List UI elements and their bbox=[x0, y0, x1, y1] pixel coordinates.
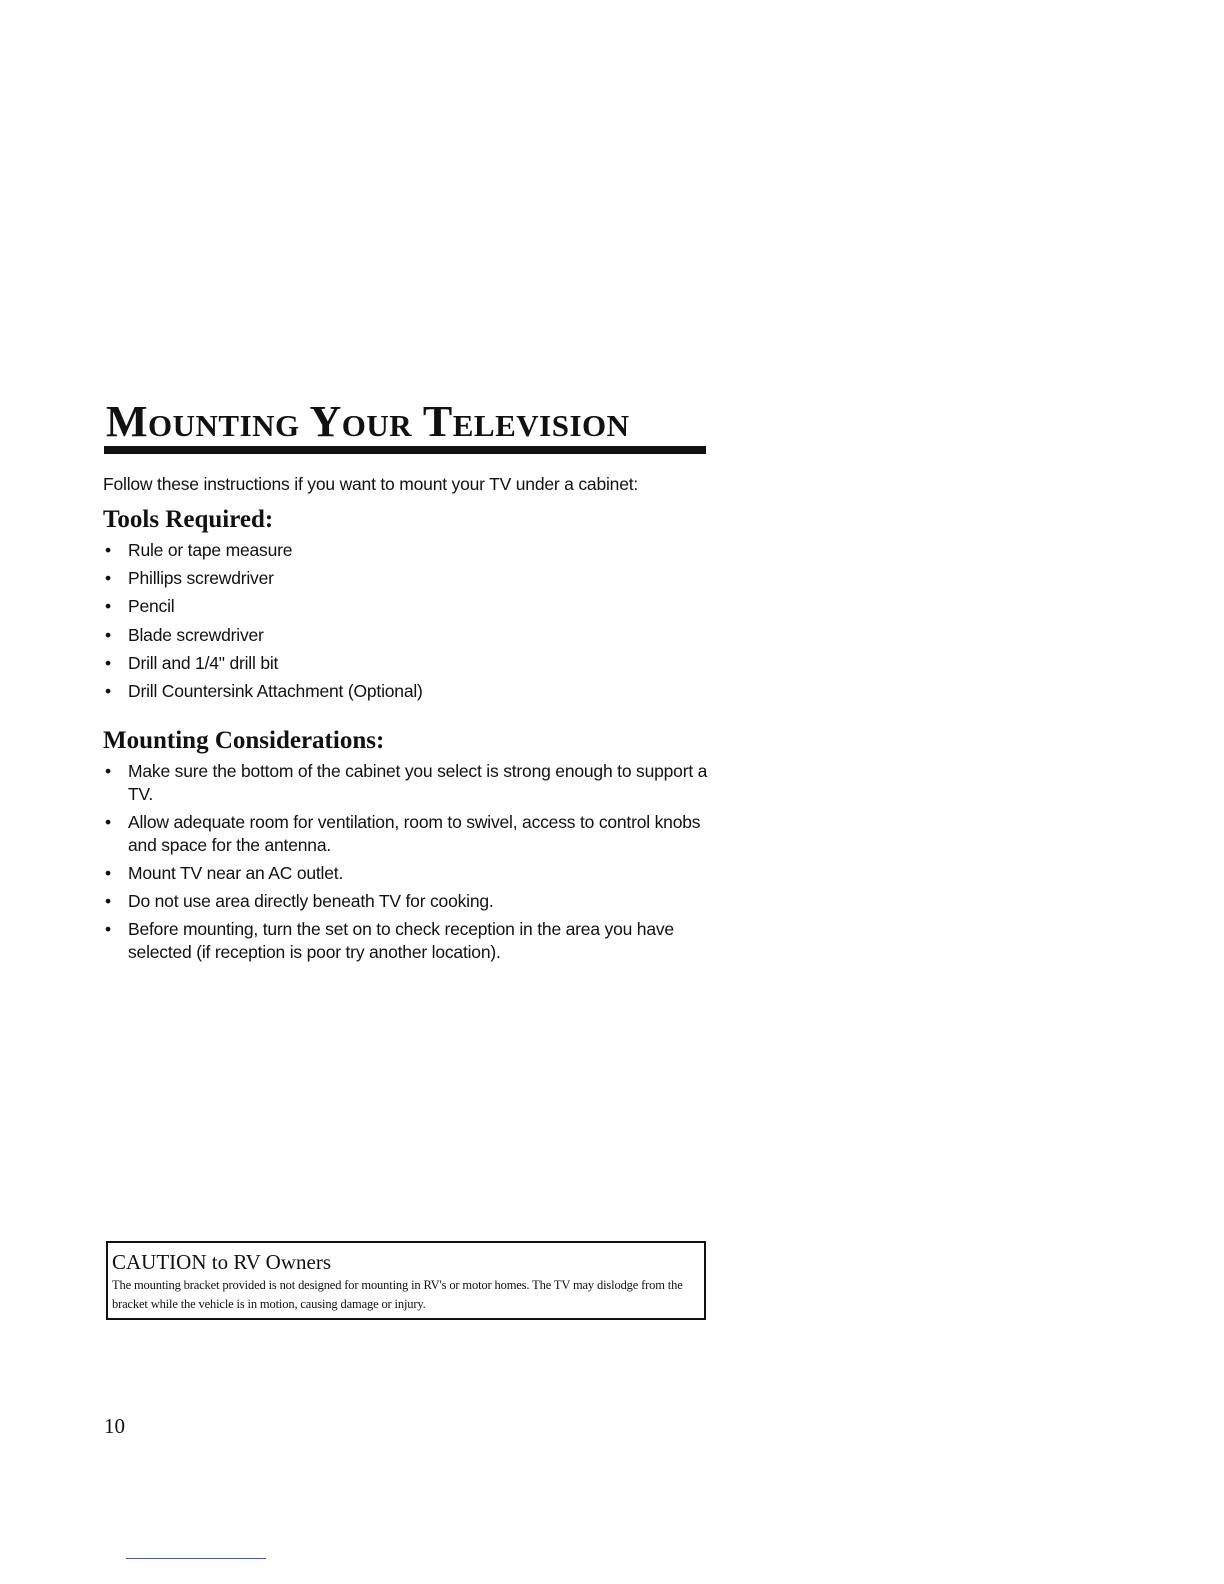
tool-item-label: Pencil bbox=[128, 596, 175, 617]
tool-item-label: Phillips screwdriver bbox=[128, 568, 274, 589]
tool-item-label: Blade screwdriver bbox=[128, 624, 264, 645]
list-item bbox=[103, 595, 723, 623]
bottom-scan-line bbox=[126, 1558, 266, 1559]
bullet-icon: • bbox=[105, 624, 111, 645]
tools-required-heading: Tools Required: bbox=[103, 506, 274, 533]
list-item bbox=[103, 811, 723, 857]
list-item bbox=[103, 862, 723, 885]
tool-item-label: Drill Countersink Attachment (Optional) bbox=[128, 680, 423, 701]
bullet-icon: • bbox=[105, 680, 111, 701]
bullet-icon: • bbox=[105, 919, 111, 939]
list-item bbox=[103, 652, 723, 680]
list-item bbox=[103, 890, 723, 913]
caution-text: The mounting bracket provided is not designed for mounting in RV's or motor homes. The TV may dislodge from the bracket while the vehicle is in motion, causing damage or injury. bbox=[112, 1278, 683, 1311]
tool-item-label: Drill and 1/4" drill bit bbox=[128, 652, 279, 673]
list-item bbox=[103, 918, 723, 964]
title-underline-rule bbox=[104, 446, 706, 454]
bullet-icon: • bbox=[105, 652, 111, 673]
list-item bbox=[103, 567, 723, 595]
list-item bbox=[103, 539, 723, 567]
list-item bbox=[103, 760, 723, 806]
bullet-icon: • bbox=[105, 863, 111, 883]
consideration-item-text: Before mounting, turn the set on to check reception in the area you have selected (if reception is poor try another location). bbox=[128, 919, 674, 962]
intro-text: Follow these instructions if you want to mount your TV under a cabinet: bbox=[103, 474, 639, 494]
list-item bbox=[103, 624, 723, 652]
page-title: Mounting Your Television bbox=[106, 397, 630, 446]
consideration-item-text: Mount TV near an AC outlet. bbox=[128, 863, 344, 883]
mounting-considerations-heading: Mounting Considerations: bbox=[103, 727, 385, 754]
bullet-icon: • bbox=[105, 540, 111, 560]
bullet-icon: • bbox=[105, 596, 111, 617]
caution-title: CAUTION to RV Owners bbox=[112, 1250, 332, 1274]
bullet-icon: • bbox=[105, 568, 111, 589]
list-item bbox=[103, 680, 723, 708]
caution-box bbox=[106, 1241, 706, 1320]
bullet-icon: • bbox=[105, 761, 111, 781]
consideration-item-text: Make sure the bottom of the cabinet you select is strong enough to support a TV. bbox=[128, 761, 708, 804]
bullet-icon: • bbox=[105, 891, 111, 911]
tool-item-label: Rule or tape measure bbox=[128, 540, 293, 560]
tools-list bbox=[103, 539, 723, 708]
considerations-list bbox=[103, 760, 723, 969]
bullet-icon: • bbox=[105, 812, 111, 832]
consideration-item-text: Do not use area directly beneath TV for cooking. bbox=[128, 891, 494, 911]
consideration-item-text: Allow adequate room for ventilation, room to swivel, access to control knobs and space for the antenna. bbox=[128, 812, 701, 855]
page-number: 10 bbox=[104, 1414, 125, 1438]
